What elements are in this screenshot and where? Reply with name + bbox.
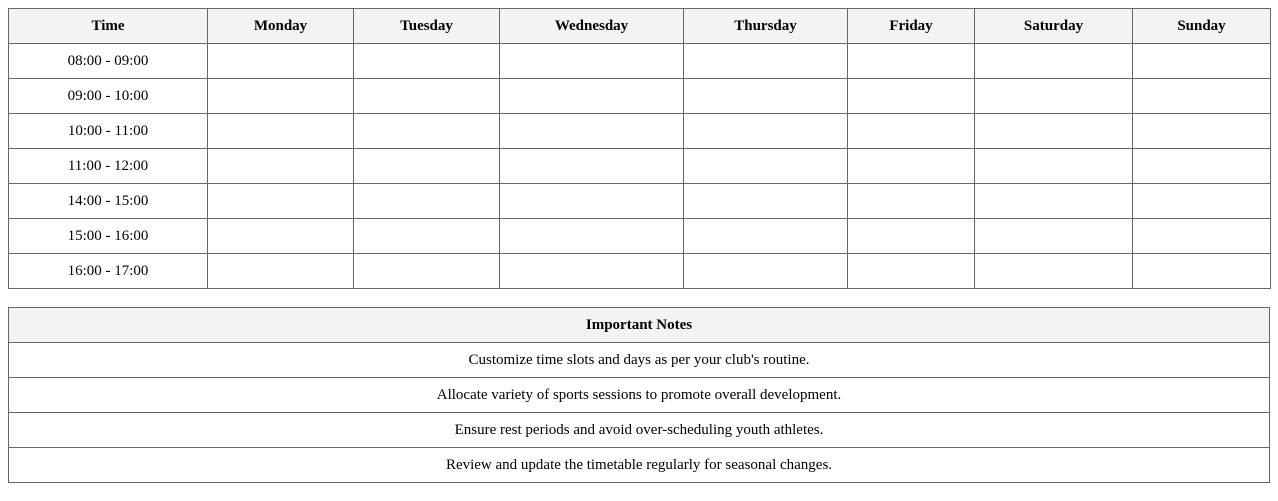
schedule-cell-friday [848,184,975,219]
schedule-cell-saturday [975,254,1133,289]
schedule-cell-sunday [1133,114,1271,149]
schedule-cell-friday [848,219,975,254]
header-tuesday: Tuesday [354,9,500,44]
note-row [9,413,1270,448]
time-slot-cell: 08:00 - 09:00 [9,44,208,79]
schedule-cell-friday [848,79,975,114]
schedule-table [8,8,1271,289]
schedule-cell-monday [208,149,354,184]
schedule-cell-wednesday [500,184,684,219]
note-item: Ensure rest periods and avoid over-scheduling youth athletes. [9,413,1270,448]
schedule-cell-tuesday [354,149,500,184]
schedule-cell-sunday [1133,219,1271,254]
schedule-row [9,79,1271,114]
schedule-cell-sunday [1133,184,1271,219]
schedule-cell-tuesday [354,114,500,149]
schedule-cell-monday [208,44,354,79]
schedule-cell-sunday [1133,149,1271,184]
notes-body [9,343,1270,483]
schedule-row [9,114,1271,149]
schedule-cell-monday [208,184,354,219]
header-sunday: Sunday [1133,9,1271,44]
note-item: Allocate variety of sports sessions to promote overall development. [9,378,1270,413]
schedule-cell-saturday [975,219,1133,254]
schedule-cell-wednesday [500,79,684,114]
note-item: Review and update the timetable regularly for seasonal changes. [9,448,1270,483]
schedule-cell-saturday [975,79,1133,114]
schedule-cell-friday [848,44,975,79]
header-saturday: Saturday [975,9,1133,44]
time-slot-cell: 09:00 - 10:00 [9,79,208,114]
schedule-cell-thursday [684,184,848,219]
schedule-cell-monday [208,219,354,254]
schedule-cell-monday [208,79,354,114]
schedule-cell-sunday [1133,254,1271,289]
header-thursday: Thursday [684,9,848,44]
schedule-cell-friday [848,254,975,289]
schedule-cell-friday [848,149,975,184]
time-slot-cell: 16:00 - 17:00 [9,254,208,289]
schedule-cell-saturday [975,44,1133,79]
schedule-cell-saturday [975,184,1133,219]
schedule-cell-monday [208,254,354,289]
header-friday: Friday [848,9,975,44]
schedule-cell-thursday [684,79,848,114]
schedule-cell-wednesday [500,44,684,79]
schedule-row [9,219,1271,254]
note-row [9,343,1270,378]
schedule-cell-wednesday [500,254,684,289]
schedule-cell-sunday [1133,79,1271,114]
schedule-row [9,184,1271,219]
note-row [9,378,1270,413]
schedule-cell-thursday [684,114,848,149]
schedule-cell-wednesday [500,114,684,149]
schedule-cell-tuesday [354,79,500,114]
notes-header-row [9,308,1270,343]
schedule-row [9,254,1271,289]
schedule-cell-tuesday [354,44,500,79]
schedule-cell-sunday [1133,44,1271,79]
schedule-header-row [9,9,1271,44]
notes-title: Important Notes [9,308,1270,343]
time-slot-cell: 15:00 - 16:00 [9,219,208,254]
schedule-cell-monday [208,114,354,149]
schedule-cell-wednesday [500,149,684,184]
schedule-cell-thursday [684,219,848,254]
note-row [9,448,1270,483]
schedule-cell-wednesday [500,219,684,254]
time-slot-cell: 14:00 - 15:00 [9,184,208,219]
header-wednesday: Wednesday [500,9,684,44]
time-slot-cell: 11:00 - 12:00 [9,149,208,184]
schedule-cell-saturday [975,114,1133,149]
schedule-row [9,149,1271,184]
schedule-cell-tuesday [354,184,500,219]
note-item: Customize time slots and days as per your club's routine. [9,343,1270,378]
header-time: Time [9,9,208,44]
time-slot-cell: 10:00 - 11:00 [9,114,208,149]
schedule-cell-saturday [975,149,1133,184]
schedule-cell-thursday [684,149,848,184]
schedule-cell-thursday [684,44,848,79]
schedule-cell-tuesday [354,254,500,289]
schedule-body [9,44,1271,289]
schedule-row [9,44,1271,79]
header-monday: Monday [208,9,354,44]
schedule-cell-tuesday [354,219,500,254]
schedule-cell-friday [848,114,975,149]
notes-table [8,307,1270,483]
schedule-cell-thursday [684,254,848,289]
